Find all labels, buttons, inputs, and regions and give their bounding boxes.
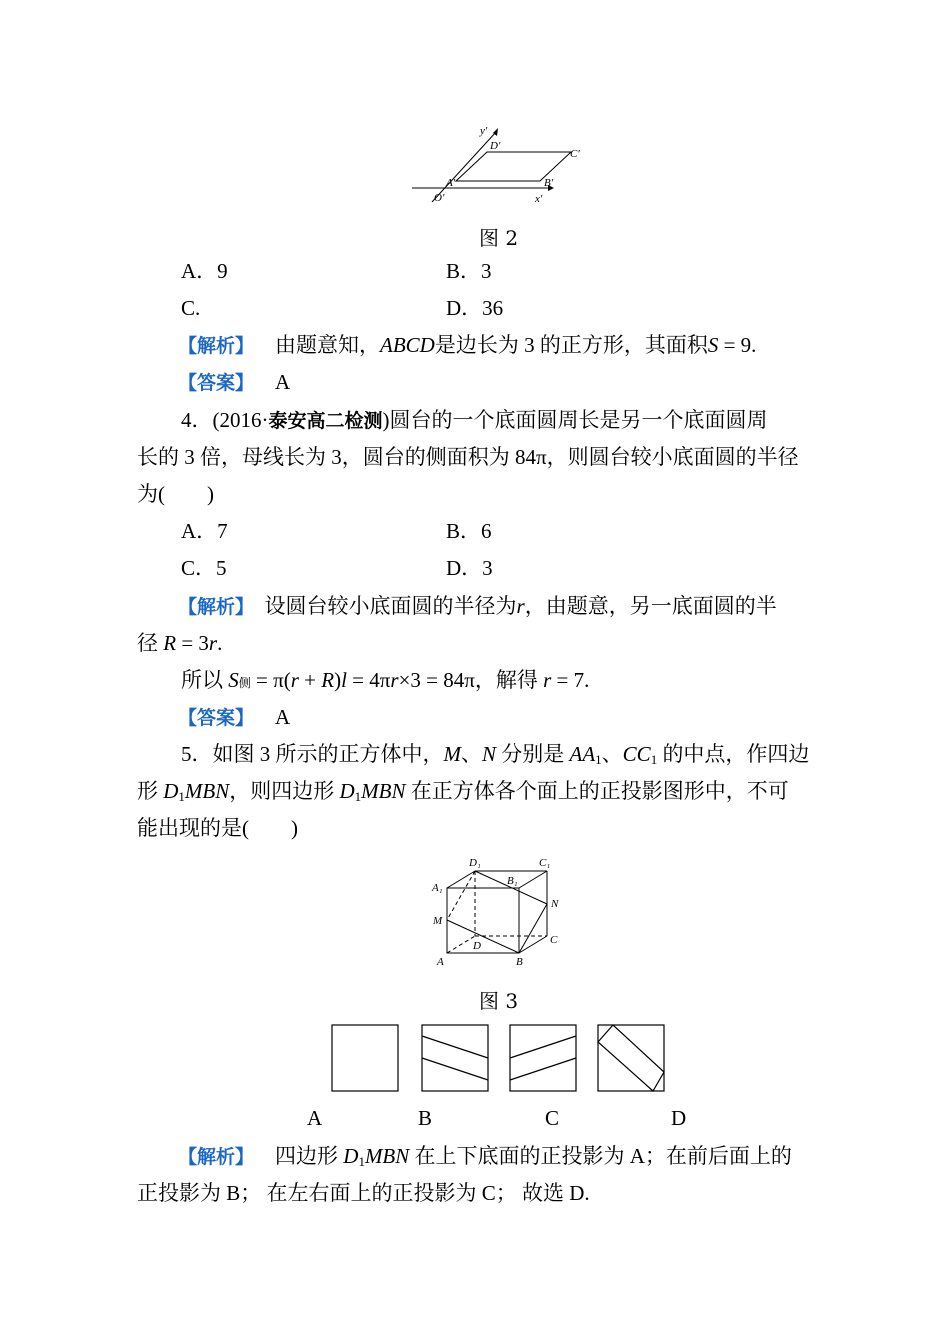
q4-calc-r3: r <box>543 668 552 692</box>
q3-answer <box>178 366 290 399</box>
choice-c-figure <box>509 1024 577 1092</box>
q4-analysis-l1b: ，由题意，另一底面圆的半 <box>524 594 777 618</box>
q3-analysis-mid: 是边长为 3 的正方形，其面积 <box>434 333 708 357</box>
q4-option-b: B．6 <box>446 519 492 543</box>
choice-label-d: D <box>671 1106 687 1130</box>
figure-2-caption: 图 2 <box>479 226 519 250</box>
q4-calc-paren: ) <box>334 668 342 692</box>
q4-line1-rest: )圆台的一个底面圆周长是另一个底面圆周 <box>382 408 768 432</box>
q4-calc-end: = 7. <box>551 668 590 692</box>
q4-calc-R: R <box>321 668 335 692</box>
q5-l1-mid: 分别是 <box>496 742 570 766</box>
edge-bc <box>519 936 547 953</box>
choice-a-figure <box>331 1024 399 1092</box>
q5-l2-pre: 形 <box>137 779 164 803</box>
q5-analysis-sub: 1 <box>358 1154 365 1169</box>
label-d: D <box>473 940 481 952</box>
label-n: N <box>551 898 559 910</box>
q3-answer-value: A <box>275 370 291 394</box>
q3-analysis-abcd: ABCD <box>380 333 435 357</box>
q4-answer <box>178 701 290 734</box>
q5-M: M <box>443 742 461 766</box>
q3-analysis-s: S <box>707 333 719 357</box>
q5-analysis-tag: 【解析】 <box>178 1146 255 1168</box>
q4-answer-tag: 【答案】 <box>178 707 255 729</box>
q4-analysis-l2a: 径 <box>137 631 158 655</box>
q4-calc-eq: = 4π <box>346 668 391 692</box>
q3-answer-tag: 【答案】 <box>178 372 255 394</box>
choice-label-a: A <box>307 1106 323 1130</box>
q5-line-3: 能出现的是( ) <box>137 816 298 840</box>
q5-sub4: 1 <box>354 789 362 804</box>
q5-N: N <box>482 742 497 766</box>
q4-calc-plus: + <box>298 668 322 692</box>
q4-option-a: A．7 <box>181 519 228 543</box>
label-x-prime: x′ <box>535 193 543 205</box>
q4-answer-value: A <box>275 705 291 729</box>
q4-analysis-l2r: r <box>208 631 218 655</box>
q5-line-1 <box>181 738 809 776</box>
choice-b-figure <box>421 1024 489 1092</box>
choice-label-b: B <box>418 1106 433 1130</box>
q3-analysis-pre: 由题意知， <box>275 333 381 357</box>
q3-analysis-end: = 9. <box>718 333 757 357</box>
q4-calc-l: l <box>341 668 347 692</box>
choice-label-c: C <box>545 1106 560 1130</box>
edge-mb <box>447 920 519 953</box>
figure-3-caption: 图 3 <box>479 989 519 1013</box>
label-y-prime: y′ <box>480 125 488 137</box>
label-a1: A₁ <box>432 882 443 894</box>
q5-analysis-line-2: 正投影为 B； 在左右面上的正投影为 C； 故选 D. <box>137 1181 590 1205</box>
label-o-prime: O′ <box>434 192 445 204</box>
label-b1: B₁ <box>507 875 518 887</box>
q5-analysis-l1-rest: 在上下底面的正投影为 A；在前后面上的 <box>409 1144 792 1168</box>
q4-calc-line <box>181 664 589 699</box>
q4-analysis-R: R <box>163 631 177 655</box>
label-d1: D₁ <box>469 857 481 869</box>
q5-CC: CC <box>622 742 651 766</box>
q3-option-d: D．36 <box>446 296 504 320</box>
q4-calc-mid: = π( <box>250 668 291 692</box>
q4-analysis-r: r <box>516 594 525 618</box>
q4-line-1 <box>181 404 768 437</box>
q4-calc-pre: 所以 <box>181 668 223 692</box>
q5-analysis-D: D <box>343 1144 359 1168</box>
q4-calc-r2: r <box>390 668 399 692</box>
figure-3-cube <box>425 853 570 971</box>
edge-bn <box>519 904 547 953</box>
label-d-prime: D′ <box>490 140 501 152</box>
front-face <box>447 888 519 953</box>
q4-analysis-line-2 <box>137 627 222 659</box>
edge-d1m <box>447 871 475 920</box>
q3-analysis-tag: 【解析】 <box>178 335 255 357</box>
label-b-prime: B′ <box>544 177 554 189</box>
label-m: M <box>433 915 443 927</box>
label-a-prime: A′ <box>446 177 456 189</box>
q5-line-2 <box>137 775 789 813</box>
q5-l2-end: 在正方体各个面上的正投影图形中，不可 <box>405 779 789 803</box>
edge-ad <box>447 936 475 953</box>
q4-calc-times: ×3 = 84π，解得 <box>398 668 544 692</box>
figure-2-parallelogram <box>410 124 590 206</box>
label-b: B <box>516 956 523 968</box>
q4-option-c: C．5 <box>181 556 227 580</box>
q5-analysis-MBN: MBN <box>364 1144 410 1168</box>
q4-option-d: D．3 <box>446 556 493 580</box>
q4-line-2: 长的 3 倍，母线长为 3，圆台的侧面积为 84π，则圆台较小底面圆的半径 <box>137 445 799 469</box>
q4-num: 4．(2016· <box>181 408 269 432</box>
label-c: C <box>550 934 558 946</box>
q4-calc-S: S <box>228 668 239 692</box>
q5-sep2: 、 <box>601 742 623 766</box>
q3-option-b: B．3 <box>446 259 492 283</box>
q5-AA: AA <box>569 742 596 766</box>
label-a: A <box>437 956 444 968</box>
q5-sub1: 1 <box>595 752 602 767</box>
q4-calc-r1: r <box>290 668 299 692</box>
q3-option-a: A．9 <box>181 259 228 283</box>
q4-analysis-l2c: . <box>217 631 223 655</box>
q5-l1-pre: 5．如图 3 所示的正方体中， <box>181 742 444 766</box>
q3-option-c: C. <box>181 296 201 320</box>
label-c1: C₁ <box>539 857 551 869</box>
q5-analysis-line-1 <box>178 1140 792 1178</box>
q4-calc-side: 侧 <box>238 676 251 690</box>
q4-analysis-l2b: = 3 <box>176 631 209 655</box>
q5-MBN: MBN <box>184 779 230 803</box>
q4-analysis-l1a: 设圆台较小底面圆的半径为 <box>264 594 517 618</box>
choice-d-figure <box>597 1024 665 1092</box>
q5-sub2: 1 <box>650 752 658 767</box>
q3-analysis <box>178 329 756 362</box>
q5-D2: D <box>339 779 355 803</box>
q5-l1-end: 的中点，作四边 <box>657 742 810 766</box>
q5-sub3: 1 <box>178 789 185 804</box>
edge-b1c1 <box>519 871 547 888</box>
edge-a1d1 <box>447 871 475 888</box>
q5-sep: 、 <box>461 742 482 766</box>
q4-source: 泰安高二检测 <box>268 410 383 432</box>
q4-analysis-tag: 【解析】 <box>178 596 255 618</box>
q5-analysis-pre: 四边形 <box>275 1144 344 1168</box>
q5-l2-mid: ，则四边形 <box>229 779 340 803</box>
q4-analysis-line-1 <box>178 590 777 623</box>
q5-MBN2: MBN <box>361 779 406 803</box>
label-c-prime: C′ <box>570 148 580 160</box>
q5-D1: D <box>163 779 179 803</box>
q4-line-3: 为( ) <box>137 482 214 506</box>
